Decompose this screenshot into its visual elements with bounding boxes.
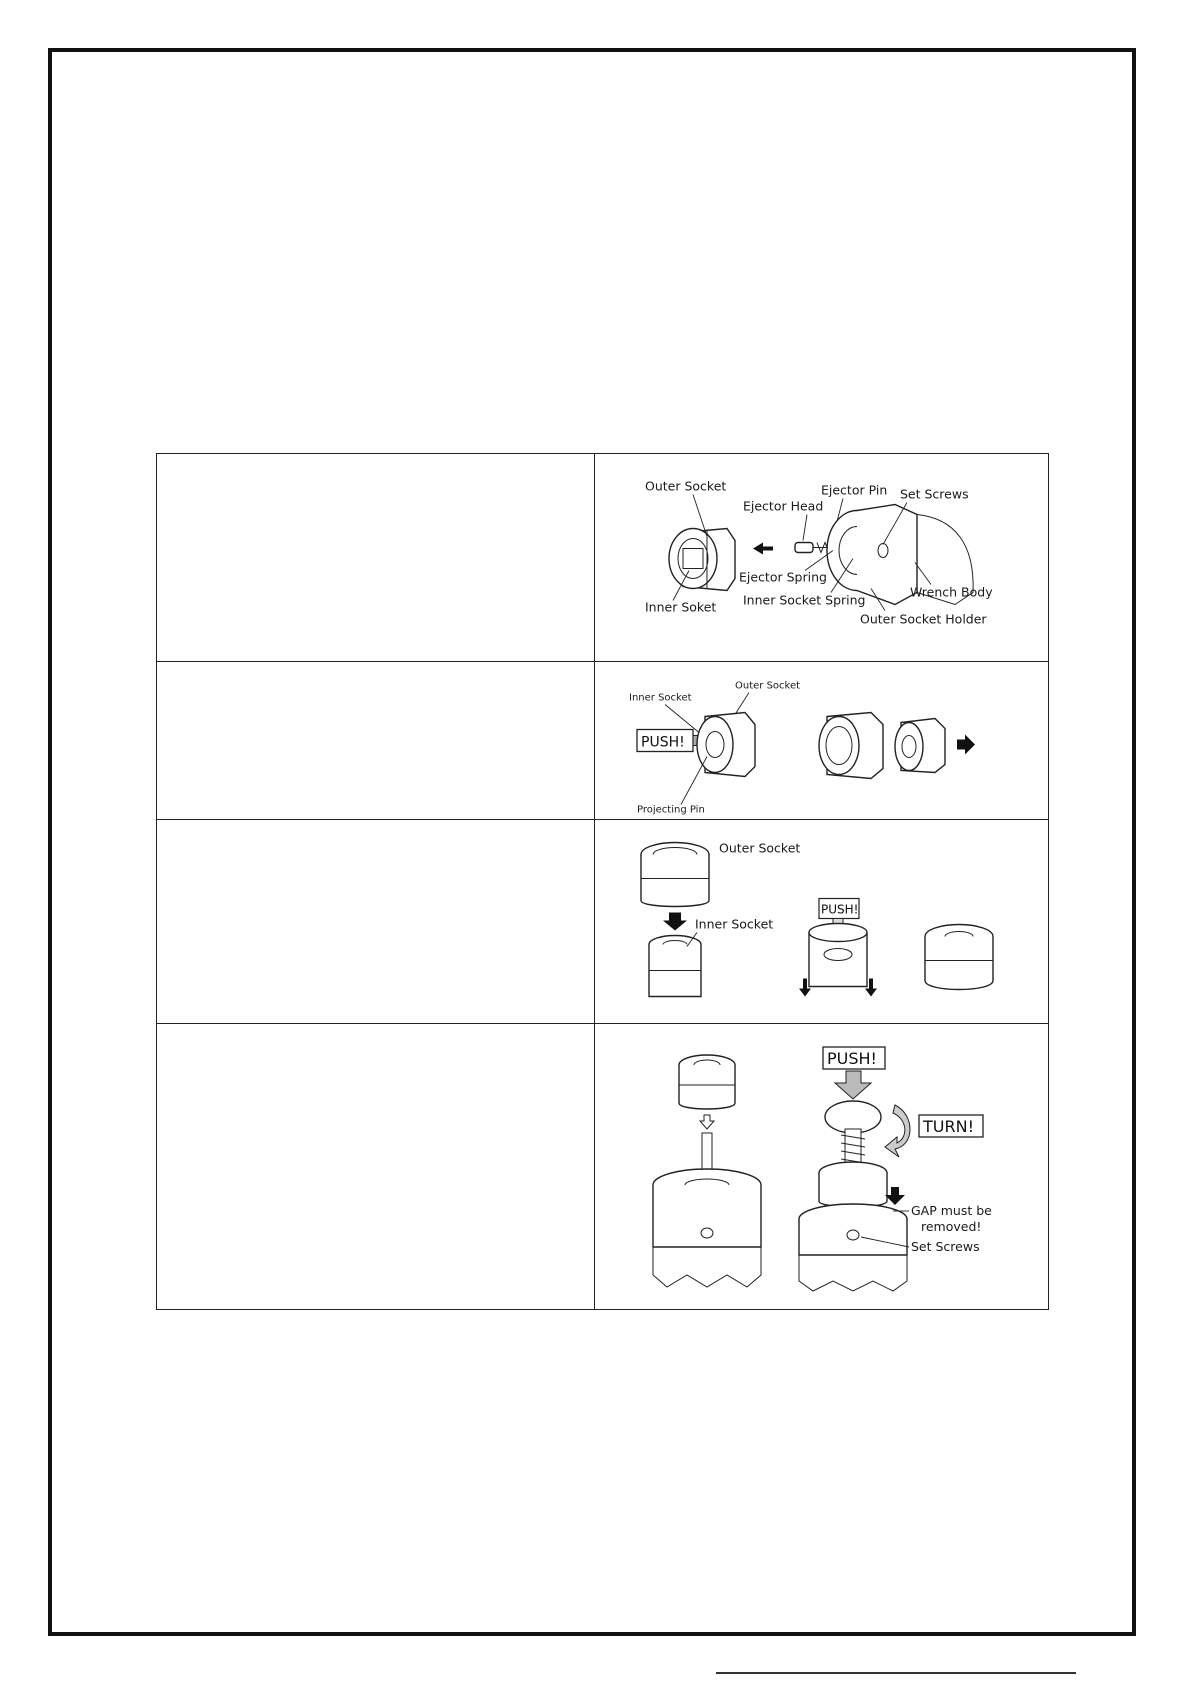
label-gap-line1: GAP must be (911, 1203, 992, 1218)
label-ejector-head: Ejector Head (743, 498, 824, 514)
label-outer-socket: Outer Socket (645, 478, 727, 494)
procedure-row-2 (157, 662, 1048, 820)
separate-socket-illustration (595, 662, 1048, 819)
label-outer-socket: Outer Socket (735, 680, 801, 692)
socket-assembled-part (697, 713, 755, 777)
label-projecting-pin: Projecting Pin (637, 804, 705, 816)
label-gap-line2: removed! (921, 1219, 982, 1234)
wrench-head-right-part (799, 1162, 907, 1291)
arrow-gap-icon (885, 1187, 905, 1205)
install-socket-figure (595, 1024, 1048, 1309)
push-label: PUSH! (641, 734, 685, 751)
socket-finished-part (925, 925, 993, 990)
label-wrench-body: Wrench Body (910, 584, 993, 600)
bottom-rule (716, 1672, 1076, 1674)
label-ejector-spring: Ejector Spring (739, 569, 827, 585)
label-outer-socket: Outer Socket (719, 840, 801, 856)
label-outer-socket-holder: Outer Socket Holder (860, 611, 987, 627)
label-set-screws: Set Screws (900, 486, 969, 502)
turn-label: TURN! (923, 1117, 974, 1136)
procedure-row-1 (157, 454, 1048, 662)
push-label: PUSH! (827, 1049, 877, 1068)
push-knob-part (825, 1101, 881, 1165)
outer-socket-separated-part (819, 713, 883, 779)
inner-socket-bottom-part (649, 936, 701, 997)
exploded-view-illustration (595, 454, 1048, 661)
instruction-cell-2 (157, 662, 595, 819)
turn-arrow-icon (885, 1105, 910, 1157)
assemble-socket-illustration (595, 820, 1048, 1023)
push-label: PUSH! (821, 902, 859, 917)
label-inner-socket: Inner Socket (695, 916, 774, 932)
label-set-screws: Set Screws (911, 1239, 980, 1254)
arrow-left-icon (753, 543, 773, 555)
separate-socket-figure (595, 662, 1048, 819)
label-inner-socket-spring: Inner Socket Spring (743, 592, 866, 608)
arrow-push-icon (835, 1071, 871, 1099)
label-inner-soket: Inner Soket (645, 599, 717, 615)
outer-socket-part (669, 529, 735, 591)
outer-socket-top-part (641, 843, 709, 907)
exploded-view-figure (595, 454, 1048, 661)
procedure-row-3 (157, 820, 1048, 1024)
label-inner-socket: Inner Socket (629, 692, 692, 704)
wrench-head-left-part (653, 1169, 761, 1287)
socket-press-part (809, 919, 867, 987)
arrow-down-hollow-icon (700, 1115, 714, 1129)
instruction-cell-1 (157, 454, 595, 661)
assemble-socket-figure (595, 820, 1048, 1023)
arrow-right-icon (957, 735, 975, 755)
arrow-down-icon (663, 913, 687, 931)
instruction-cell-4 (157, 1024, 595, 1309)
inner-socket-separated-part (895, 719, 945, 773)
socket-above-wrench-part (679, 1055, 735, 1109)
instruction-cell-3 (157, 820, 595, 1023)
procedure-row-4 (157, 1024, 1048, 1309)
procedure-table (156, 453, 1049, 1310)
install-socket-illustration (595, 1024, 1048, 1309)
label-ejector-pin: Ejector Pin (821, 482, 888, 498)
